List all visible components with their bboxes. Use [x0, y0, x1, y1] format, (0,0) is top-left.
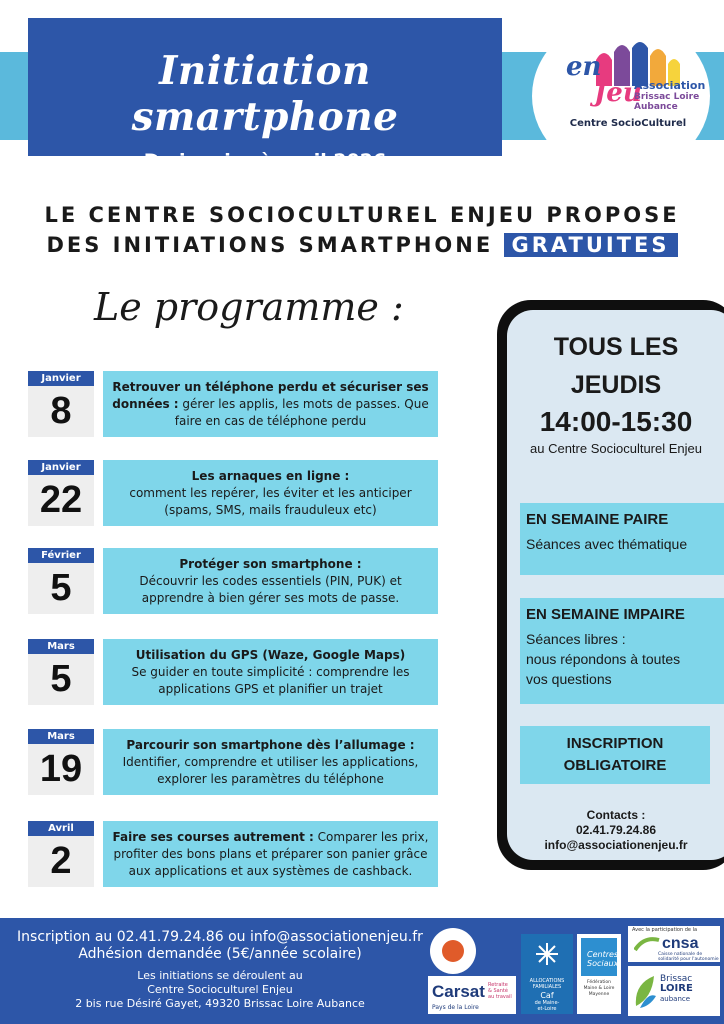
logo-place-2: Aubance — [634, 102, 678, 112]
semaine-paire-box — [520, 503, 724, 575]
bla-text-3: aubance — [660, 995, 691, 1003]
semaine-paire-text: Séances avec thématique — [526, 536, 688, 552]
snowflake-icon — [535, 942, 559, 966]
programme-title: Le programme : — [94, 285, 404, 329]
session-month: Janvier — [28, 371, 94, 386]
carsat-side — [488, 982, 512, 1000]
contacts-label: Contacts : — [586, 808, 646, 822]
bla-text-1: Brissac — [660, 974, 693, 984]
departement-logo-icon — [430, 928, 476, 974]
carsat-sub: Pays de la Loire — [432, 1004, 479, 1011]
session-card — [103, 821, 438, 887]
session-title: Faire ses courses autrement : — [112, 829, 314, 844]
session-month: Février — [28, 548, 94, 563]
logo-jeu: Jeu — [594, 78, 642, 108]
session-day: 2 — [50, 840, 72, 882]
footer-line-4: Centre Socioculturel Enjeu — [147, 983, 293, 996]
contact-phone[interactable]: 02.41.79.24.86 — [575, 823, 657, 837]
session-item — [28, 639, 438, 705]
contact-email[interactable]: info@associationenjeu.fr — [544, 838, 688, 852]
semaine-impaire-line-2: nous répondons à toutes — [526, 651, 681, 667]
footer-line-3: Les initiations se déroulent au — [137, 969, 303, 982]
session-card — [103, 460, 438, 526]
page-subtitle: De janvier à avril 2026 — [143, 150, 387, 172]
session-month: Mars — [28, 639, 94, 654]
carsat-logo — [428, 976, 516, 1014]
bla-leaf-icon — [632, 972, 658, 1010]
session-item — [28, 460, 438, 526]
inscription-line-1: INSCRIPTION — [566, 735, 664, 752]
intro-line-2 — [30, 230, 694, 260]
intro-line-1: LE CENTRE SOCIOCULTUREL ENJEU PROPOSE — [44, 203, 680, 227]
caf-top-1: ALLOCATIONS — [529, 978, 565, 984]
title-box — [28, 18, 502, 172]
session-item — [28, 729, 438, 795]
session-text: gérer les applis, les mots de passes. Que faire en cas de téléphone perdu — [174, 396, 429, 428]
cnsa-sub: Caisse nationale de solidarité pour l'autonomie — [658, 952, 719, 962]
federation-text — [579, 980, 619, 998]
session-card — [103, 548, 438, 614]
gratuites-badge: GRATUITES — [504, 233, 678, 257]
carsat-side-3: au travail — [488, 994, 512, 1000]
bla-text — [660, 974, 693, 1004]
footer-contact — [14, 929, 426, 963]
caf-name-3: et-Loire — [537, 1006, 557, 1012]
session-text: Comparer les prix, profiter des bons plans et préparer son panier grâce aux applications et aux systèmes de cashback. — [113, 829, 429, 878]
session-card — [103, 371, 438, 437]
caf-top-2: FAMILIALES — [532, 984, 562, 990]
cnsa-logo — [628, 926, 720, 962]
calendar-icon — [28, 639, 94, 705]
session-day: 22 — [39, 479, 83, 521]
carsat-side-2: & Santé — [488, 988, 508, 994]
phone-schedule-title — [510, 328, 722, 404]
semaine-impaire-line-1: Séances libres : — [526, 631, 626, 647]
inscription-line-2: OBLIGATOIRE — [563, 757, 667, 774]
brissac-loire-aubance-logo — [628, 966, 720, 1016]
logo-centre: Centre SocioCulturel — [569, 118, 687, 129]
session-item — [28, 371, 438, 437]
footer-line-5: 2 bis rue Désiré Gayet, 49320 Brissac Loire Aubance — [75, 997, 365, 1010]
intro-line-2-text: DES INITIATIONS SMARTPHONE — [46, 233, 494, 257]
footer-address — [14, 969, 426, 1011]
logo-en: en — [566, 52, 602, 82]
session-title: Protéger son smartphone : — [179, 556, 362, 571]
federation-text-1: Fédération — [587, 980, 611, 985]
caf-name — [521, 992, 573, 1012]
session-day: 8 — [50, 390, 72, 432]
semaine-impaire-title: EN SEMAINE IMPAIRE — [526, 606, 685, 623]
federation-text-3: Mayenne — [588, 992, 610, 997]
intro-heading — [30, 200, 694, 260]
session-card — [103, 639, 438, 705]
footer-line-1: Inscription au 02.41.79.24.86 ou info@associationenjeu.fr — [17, 929, 423, 945]
footer-line-2: Adhésion demandée (5€/année scolaire) — [78, 946, 362, 962]
calendar-icon — [28, 371, 94, 437]
inscription-box — [520, 726, 710, 784]
session-text: comment les repérer, les éviter et les anticiper (spams, SMS, mails frauduleux etc) — [129, 485, 412, 517]
session-month: Avril — [28, 821, 94, 836]
calendar-icon — [28, 548, 94, 614]
page-title: Initiation smartphone — [131, 48, 399, 140]
session-text: Découvrir les codes essentiels (PIN, PUK) et apprendre à bien gérer ses mots de passe. — [139, 573, 402, 605]
session-title: Les arnaques en ligne : — [191, 468, 350, 483]
caf-name-1: Caf — [540, 991, 554, 1000]
logo-association: Association — [634, 79, 706, 92]
carsat-name: Carsat — [432, 982, 485, 1001]
session-text: Se guider en toute simplicité : comprendre les applications GPS et planifier un trajet — [131, 664, 410, 696]
semaine-impaire-line-3: vos questions — [526, 671, 612, 687]
session-title: Utilisation du GPS (Waze, Google Maps) — [135, 647, 406, 662]
session-text: Identifier, comprendre et utiliser les applications, explorer les paramètres du téléphone — [122, 754, 419, 786]
calendar-icon — [28, 460, 94, 526]
caf-top — [521, 978, 573, 990]
federation-box — [581, 938, 617, 976]
calendar-icon — [28, 729, 94, 795]
phone-place: au Centre Socioculturel Enjeu — [530, 441, 702, 456]
session-item — [28, 548, 438, 614]
federation-logo — [577, 934, 621, 1014]
caf-name-2: de Maine- — [534, 1000, 560, 1006]
federation-box-text: Centres Sociaux — [587, 950, 619, 968]
session-card — [103, 729, 438, 795]
cnsa-pre: Avec la participation de la — [632, 927, 698, 933]
caf-logo — [521, 934, 573, 1014]
calendar-icon — [28, 821, 94, 887]
session-day: 5 — [50, 658, 72, 700]
session-item — [28, 821, 438, 887]
cnsa-swoosh-icon — [634, 936, 660, 952]
contacts — [510, 808, 722, 853]
phone-time: 14:00-15:30 — [539, 406, 693, 437]
session-day: 19 — [39, 748, 83, 790]
session-day: 5 — [50, 567, 72, 609]
session-title: Retrouver un téléphone perdu et sécuriser ses données : — [112, 379, 429, 411]
semaine-impaire-box — [520, 598, 724, 704]
session-title: Parcourir son smartphone dès l’allumage : — [126, 737, 415, 752]
logo-association-text — [634, 80, 705, 112]
phone-line-1: TOUS LES — [553, 333, 679, 361]
carsat-side-1: Retraite — [488, 982, 508, 988]
federation-text-2: Maine & Loire — [583, 986, 615, 991]
bla-text-2: LOIRE — [660, 983, 693, 994]
semaine-paire-title: EN SEMAINE PAIRE — [526, 511, 669, 528]
cnsa-name: cnsa — [662, 935, 699, 952]
session-month: Janvier — [28, 460, 94, 475]
session-month: Mars — [28, 729, 94, 744]
logo-place-1: Brissac Loire — [634, 92, 700, 102]
phone-line-2: JEUDIS — [570, 371, 662, 399]
